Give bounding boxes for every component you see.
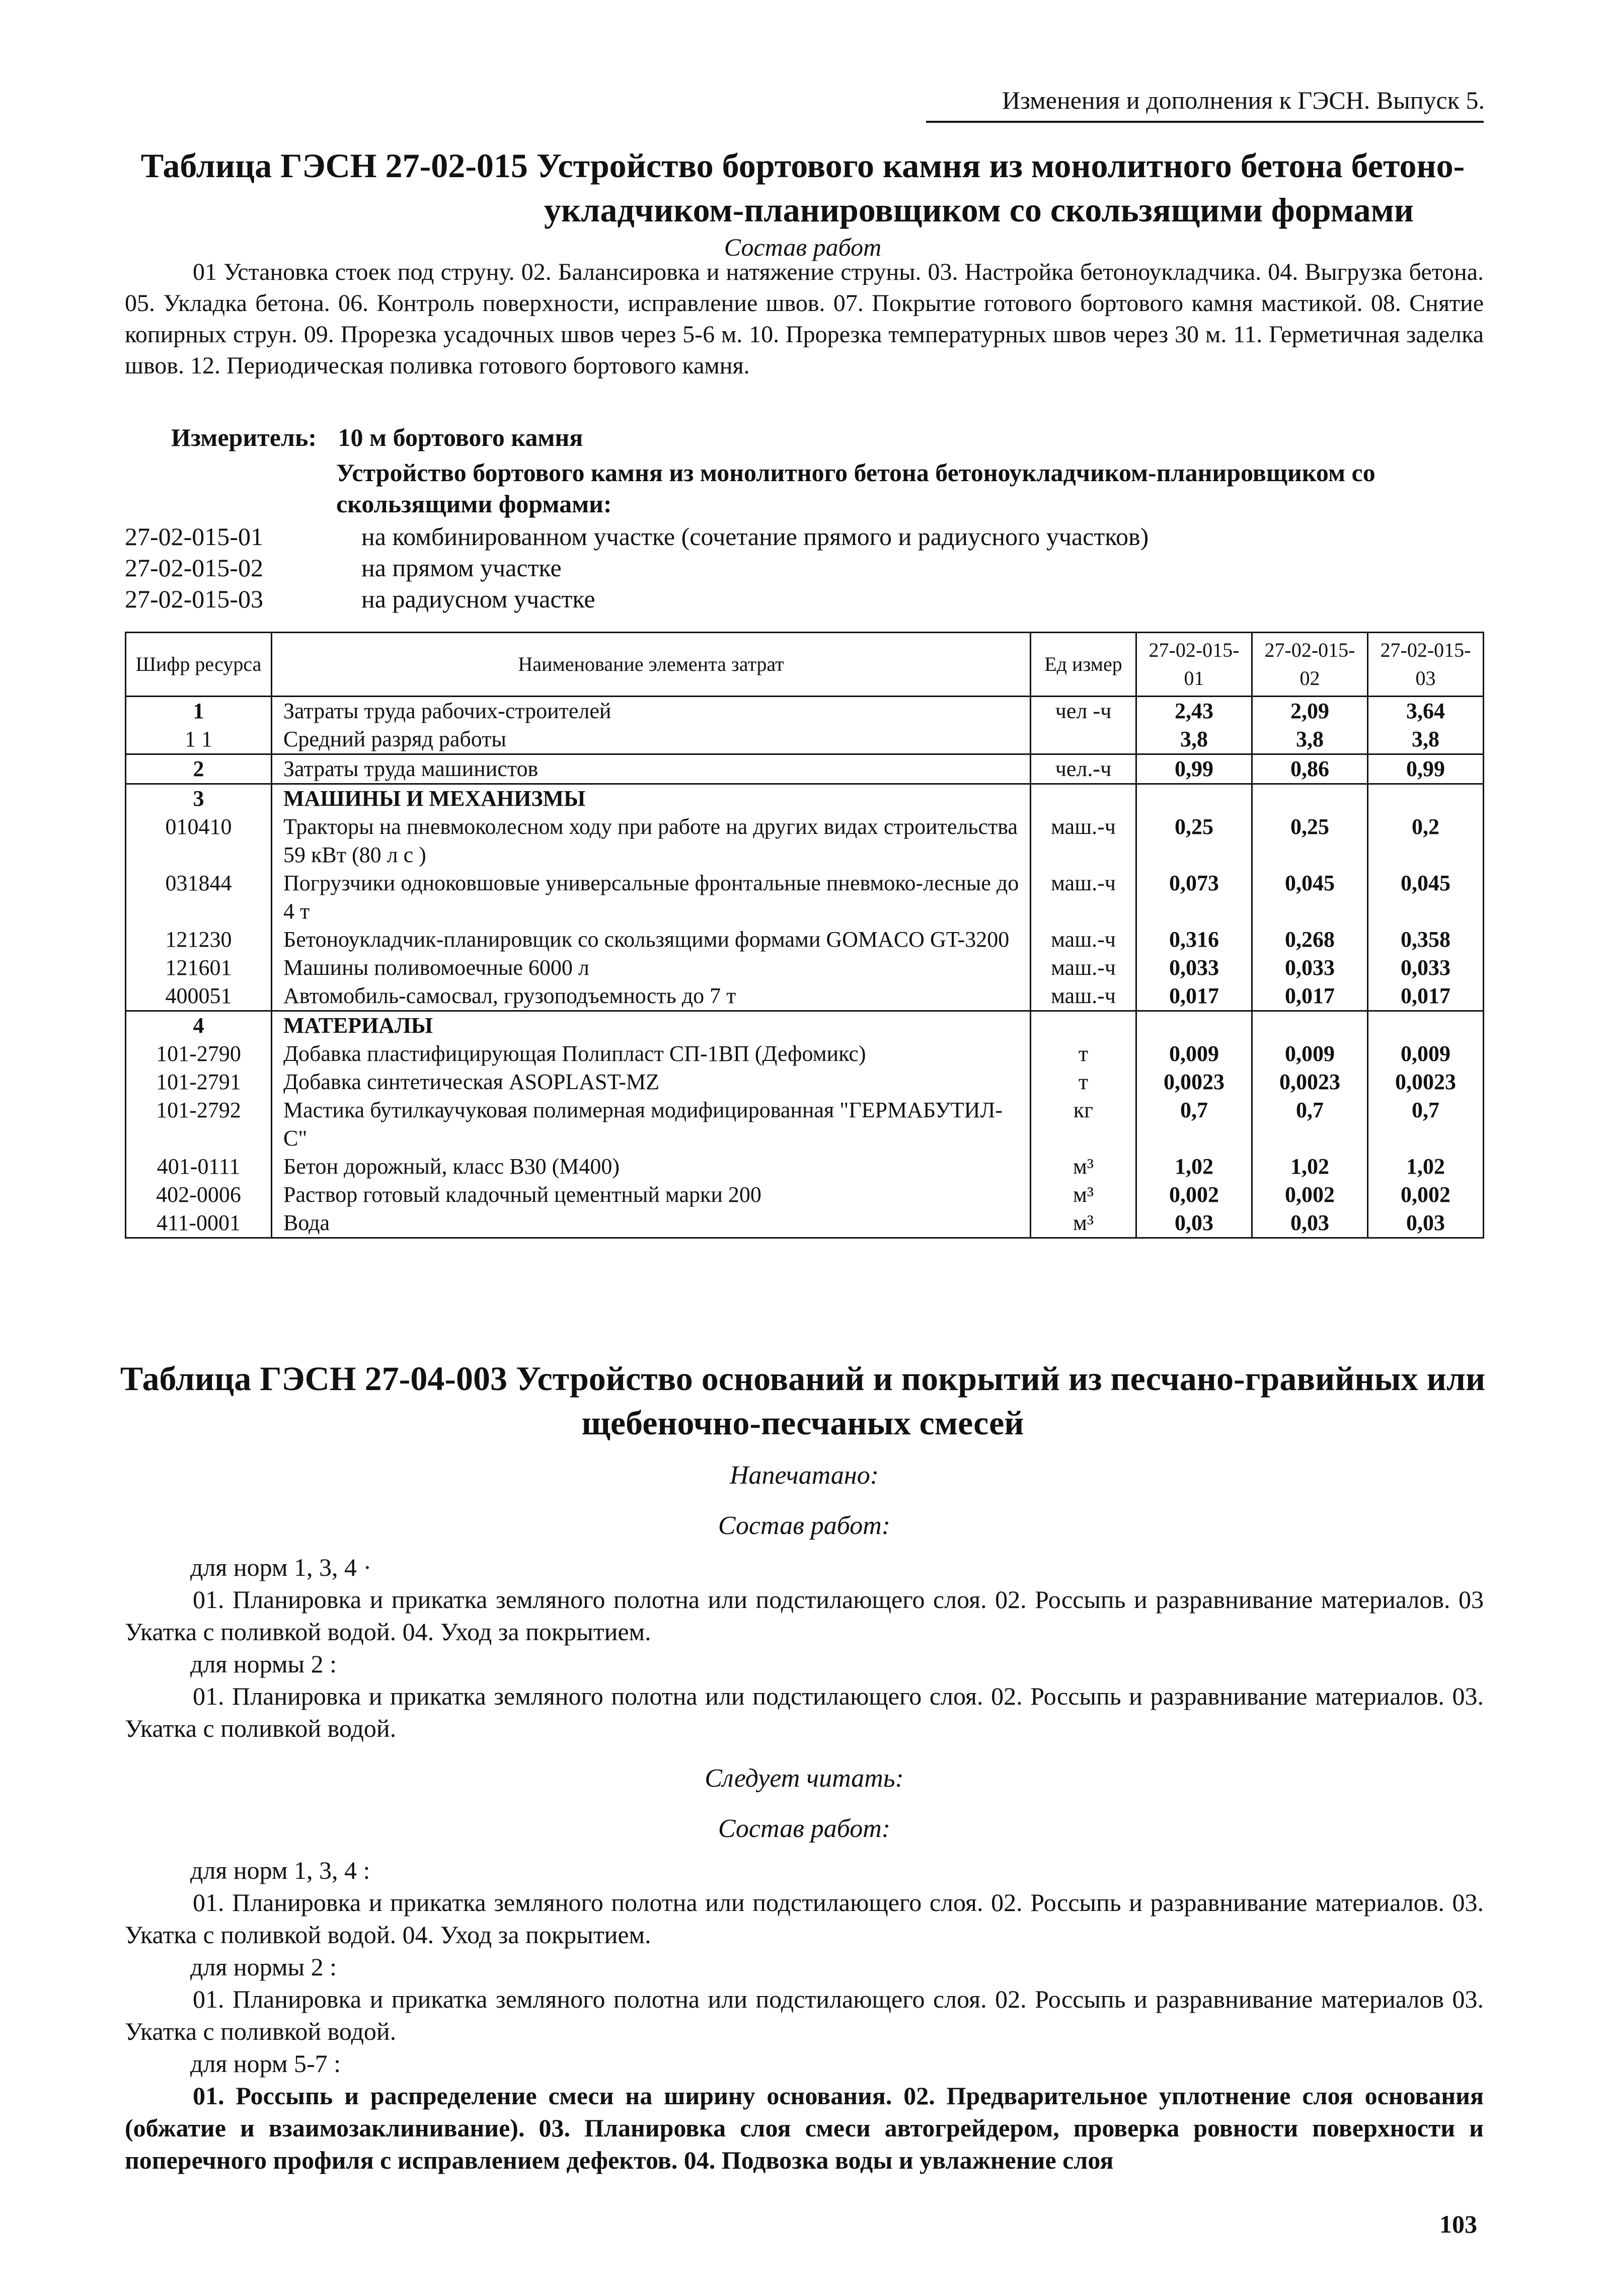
cell-value-1: 0,033: [1136, 954, 1252, 982]
cell-value-2: 0,045: [1252, 869, 1368, 926]
col-header-c3: 27-02-015-03: [1368, 633, 1484, 697]
table-row: [126, 1040, 1484, 1068]
cell-value-2: 3,8: [1252, 725, 1368, 754]
resource-cost-table: [125, 632, 1484, 1239]
printed-for-1-3-4: для норм 1, 3, 4 ·: [190, 1553, 372, 1581]
cell-code: 4: [126, 1011, 272, 1040]
printed-for-2: для нормы 2 :: [190, 1650, 337, 1678]
cell-code: 101-2790: [126, 1040, 272, 1068]
cell-value-3: [1368, 1011, 1484, 1040]
printed-text-2-content: 01. Планировка и прикатка земляного полотна или подстилающего слоя. 02. Россыпь и разравнивание материалов. 03. Укатка с поливкой водой.: [125, 1682, 1484, 1742]
table-row: [126, 926, 1484, 954]
cell-value-3: 0,358: [1368, 926, 1484, 954]
table-section-row: [126, 784, 1484, 813]
page-number: 103: [1439, 2210, 1477, 2238]
variant-row: [125, 583, 1484, 615]
cell-value-1: 0,03: [1136, 1209, 1252, 1238]
cell-code: 2: [126, 754, 272, 784]
cell-value-3: 0,045: [1368, 869, 1484, 926]
cell-value-1: 0,002: [1136, 1181, 1252, 1209]
cell-value-1: 0,25: [1136, 813, 1252, 869]
cell-name: Погрузчики одноковшовые универсальные фронтальные пневмоко-лесные до 4 т: [272, 869, 1031, 926]
cell-unit: [1031, 1011, 1136, 1040]
cell-unit: маш.-ч: [1031, 869, 1136, 926]
table-row: [126, 1209, 1484, 1238]
cell-name: Мастика бутилкаучуковая полимерная модифицированная "ГЕРМАБУТИЛ-С": [272, 1096, 1031, 1153]
cell-value-1: 3,8: [1136, 725, 1252, 754]
cell-code: 3: [126, 784, 272, 813]
printed-label: Напечатано:: [729, 1461, 879, 1490]
table-row: [126, 1068, 1484, 1096]
cell-value-3: 0,002: [1368, 1181, 1484, 1209]
cell-code: 1: [126, 697, 272, 726]
cell-code: 1 1: [126, 725, 272, 754]
cell-value-1: 0,316: [1136, 926, 1252, 954]
cell-section-name: МАШИНЫ И МЕХАНИЗМЫ: [272, 784, 1031, 813]
cell-code: 101-2792: [126, 1096, 272, 1153]
cell-value-3: 1,02: [1368, 1153, 1484, 1181]
read-for-5-7: для норм 5-7 :: [190, 2049, 341, 2078]
variant-text: на прямом участке: [361, 554, 562, 582]
cell-unit: кг: [1031, 1096, 1136, 1153]
cell-value-1: 0,073: [1136, 869, 1252, 926]
cell-value-3: 0,03: [1368, 1209, 1484, 1238]
cell-name: Затраты труда рабочих-строителей: [272, 697, 1031, 726]
printed-text-1-3-4: [125, 1583, 1484, 1648]
cell-code: 401-0111: [126, 1153, 272, 1181]
read-text-2-content: 01. Планировка и прикатка земляного полотна или подстилающего слоя. 02. Россыпь и разравнивание материалов 03. Укатка с поливкой водой.: [125, 1985, 1484, 2045]
cell-value-3: 0,2: [1368, 813, 1484, 869]
read-works-label: Состав работ:: [718, 1814, 891, 1843]
meter-value: 10 м бортового камня: [338, 423, 583, 451]
cell-value-1: 2,43: [1136, 697, 1252, 726]
cell-value-3: 0,017: [1368, 982, 1484, 1011]
cell-value-2: 0,268: [1252, 926, 1368, 954]
cell-code: 121230: [126, 926, 272, 954]
table-row: [126, 1181, 1484, 1209]
table1-title-line1: Таблица ГЭСН 27-02-015 Устройство бортового камня из монолитного бетона бетоно-: [140, 146, 1465, 185]
cell-value-3: 0,99: [1368, 754, 1484, 784]
cell-value-1: [1136, 1011, 1252, 1040]
cell-name: Раствор готовый кладочный цементный марки 200: [272, 1181, 1031, 1209]
table1-works-paragraph: 01 Установка стоек под струну. 02. Балансировка и натяжение струны. 03. Настройка бетоноукладчика. 04. Выгрузка бетона. 05. Укладка бетона. 06. Контроль поверхности, исправление швов. 07. Покрытие готового бортового камня мастикой. 08. Снятие копирных струн. 09. Прорезка усадочных швов через 5-6 м. 10. Прорезка температурных швов через 30 м. 11. Герметичная заделка швов. 12. Периодическая поливка готового бортового камня.: [125, 259, 1484, 379]
table-header-row: [126, 633, 1484, 697]
cell-unit: т: [1031, 1068, 1136, 1096]
cell-value-2: [1252, 784, 1368, 813]
cell-value-1: 0,99: [1136, 754, 1252, 784]
table-row: [126, 1153, 1484, 1181]
table-row: [126, 813, 1484, 869]
variant-list: [125, 521, 1484, 615]
variant-text: на комбинированном участке (сочетание прямого и радиусного участков): [361, 522, 1149, 551]
cell-unit: м³: [1031, 1153, 1136, 1181]
table1-works-label: Состав работ: [724, 233, 882, 261]
read-text-1-3-4: [125, 1886, 1484, 1951]
cell-name: Добавка пластифицирующая Полипласт СП-1ВП (Дефомикс): [272, 1040, 1031, 1068]
cell-unit: м³: [1031, 1181, 1136, 1209]
cell-value-1: [1136, 784, 1252, 813]
table-row: [126, 725, 1484, 754]
cell-name: Бетоноукладчик-планировщик со скользящими формами GOMACO GT-3200: [272, 926, 1031, 954]
cell-unit: т: [1031, 1040, 1136, 1068]
variant-row: [125, 521, 1484, 552]
variant-text: на радиусном участке: [361, 585, 595, 613]
cell-code: 400051: [126, 982, 272, 1011]
table2-title: [75, 1356, 1530, 1445]
read-text-5-7-content: 01. Россыпь и распределение смеси на ширину основания. 02. Предварительное уплотнение слоя основания (обжатие и взаимозаклинивание). 03. Планировка слоя смеси автогрейдером, проверка ровности поверхности и поперечного профиля с исправлением дефектов. 04. Подвозка воды и увлажнение слоя: [125, 2082, 1484, 2174]
printed-text-1-3-4-content: 01. Планировка и прикатка земляного полотна или подстилающего слоя. 02. Россыпь и разравнивание материалов. 03 Укатка с поливкой водой. 04. Уход за покрытием.: [125, 1585, 1484, 1646]
cell-value-1: 0,7: [1136, 1096, 1252, 1153]
variant-title: Устройство бортового камня из монолитного бетона бетоноукладчиком-планировщиком со скользящими формами:: [336, 458, 1375, 518]
cell-value-2: 0,25: [1252, 813, 1368, 869]
cell-name: Затраты труда машинистов: [272, 754, 1031, 784]
cell-name: Машины поливомоечные 6000 л: [272, 954, 1031, 982]
cell-value-2: 0,002: [1252, 1181, 1368, 1209]
cell-name: Бетон дорожный, класс В30 (М400): [272, 1153, 1031, 1181]
table-row: [126, 982, 1484, 1011]
cell-name: Автомобиль-самосвал, грузоподъемность до 7 т: [272, 982, 1031, 1011]
read-text-1-3-4-content: 01. Планировка и прикатка земляного полотна или подстилающего слоя. 02. Россыпь и разравнивание материалов. 03. Укатка с поливкой водой. 04. Уход за покрытием.: [125, 1888, 1484, 1949]
cell-name: Вода: [272, 1209, 1031, 1238]
cell-code: 010410: [126, 813, 272, 869]
header-rule: [926, 121, 1484, 123]
cell-value-2: 0,009: [1252, 1040, 1368, 1068]
printed-works-label: Состав работ:: [718, 1511, 891, 1540]
cell-value-2: 0,017: [1252, 982, 1368, 1011]
cell-value-2: 0,86: [1252, 754, 1368, 784]
cell-value-1: 0,0023: [1136, 1068, 1252, 1096]
table2-title-line2: щебеночно-песчаных смесей: [581, 1404, 1024, 1442]
cell-unit: м³: [1031, 1209, 1136, 1238]
cell-value-2: [1252, 1011, 1368, 1040]
cell-name: Тракторы на пневмоколесном ходу при работе на других видах строительства 59 кВт (80 л с ): [272, 813, 1031, 869]
read-for-2: для нормы 2 :: [190, 1953, 337, 1981]
cell-value-3: 0,033: [1368, 954, 1484, 982]
cell-code: 101-2791: [126, 1068, 272, 1096]
variant-code: 27-02-015-01: [125, 522, 263, 551]
table-row: [126, 697, 1484, 726]
cell-unit: [1031, 725, 1136, 754]
cell-value-1: 0,009: [1136, 1040, 1252, 1068]
cell-value-1: 1,02: [1136, 1153, 1252, 1181]
printed-text-2: [125, 1680, 1484, 1744]
cell-value-2: 2,09: [1252, 697, 1368, 726]
col-header-name: Наименование элемента затрат: [272, 633, 1031, 697]
read-text-5-7: [125, 2080, 1484, 2176]
cell-value-3: [1368, 784, 1484, 813]
table-row: [126, 1096, 1484, 1153]
variant-row: [125, 552, 1484, 583]
cell-value-2: 0,0023: [1252, 1068, 1368, 1096]
cell-unit: маш.-ч: [1031, 813, 1136, 869]
cell-unit: чел -ч: [1031, 697, 1136, 726]
table2-body: [125, 1460, 1484, 2176]
cell-unit: [1031, 784, 1136, 813]
cell-name: Средний разряд работы: [272, 725, 1031, 754]
table2-title-line1: Таблица ГЭСН 27-04-003 Устройство оснований и покрытий из песчано-гравийных или: [120, 1359, 1486, 1398]
col-header-unit: Ед измер: [1031, 633, 1136, 697]
cell-value-1: 0,017: [1136, 982, 1252, 1011]
cell-unit: маш.-ч: [1031, 954, 1136, 982]
cell-unit: маш.-ч: [1031, 926, 1136, 954]
cell-code: 402-0006: [126, 1181, 272, 1209]
cell-value-3: 3,8: [1368, 725, 1484, 754]
cell-code: 411-0001: [126, 1209, 272, 1238]
cell-value-3: 0,7: [1368, 1096, 1484, 1153]
cell-value-2: 0,03: [1252, 1209, 1368, 1238]
cell-value-2: 1,02: [1252, 1153, 1368, 1181]
read-label: Следует читать:: [705, 1764, 904, 1793]
cell-value-3: 0,0023: [1368, 1068, 1484, 1096]
running-header: Изменения и дополнения к ГЭСН. Выпуск 5.: [1002, 86, 1485, 114]
table-row: [126, 869, 1484, 926]
cell-value-2: 0,7: [1252, 1096, 1368, 1153]
table1-title: [75, 143, 1530, 232]
cell-name: Добавка синтетическая ASOPLAST-MZ: [272, 1068, 1031, 1096]
meter-label: Измеритель:: [171, 423, 317, 451]
cell-value-3: 3,64: [1368, 697, 1484, 726]
table1-title-line2: укладчиком-планировщиком со скользящими формами: [544, 191, 1414, 229]
cell-unit: чел.-ч: [1031, 754, 1136, 784]
cell-code: 031844: [126, 869, 272, 926]
cell-section-name: МАТЕРИАЛЫ: [272, 1011, 1031, 1040]
cell-value-2: 0,033: [1252, 954, 1368, 982]
variant-code: 27-02-015-02: [125, 554, 263, 582]
table1-meter: [171, 423, 583, 452]
cell-unit: маш.-ч: [1031, 982, 1136, 1011]
table-row: [126, 954, 1484, 982]
col-header-c2: 27-02-015-02: [1252, 633, 1368, 697]
cell-value-3: 0,009: [1368, 1040, 1484, 1068]
read-text-2: [125, 1983, 1484, 2047]
table1-works-text: [125, 257, 1484, 381]
variant-code: 27-02-015-03: [125, 585, 263, 613]
table-section-row: [126, 1011, 1484, 1040]
col-header-c1: 27-02-015-01: [1136, 633, 1252, 697]
read-for-1-3-4: для норм 1, 3, 4 :: [190, 1856, 370, 1884]
cell-code: 121601: [126, 954, 272, 982]
table-row: [126, 754, 1484, 784]
col-header-code: Шифр ресурса: [126, 633, 272, 697]
